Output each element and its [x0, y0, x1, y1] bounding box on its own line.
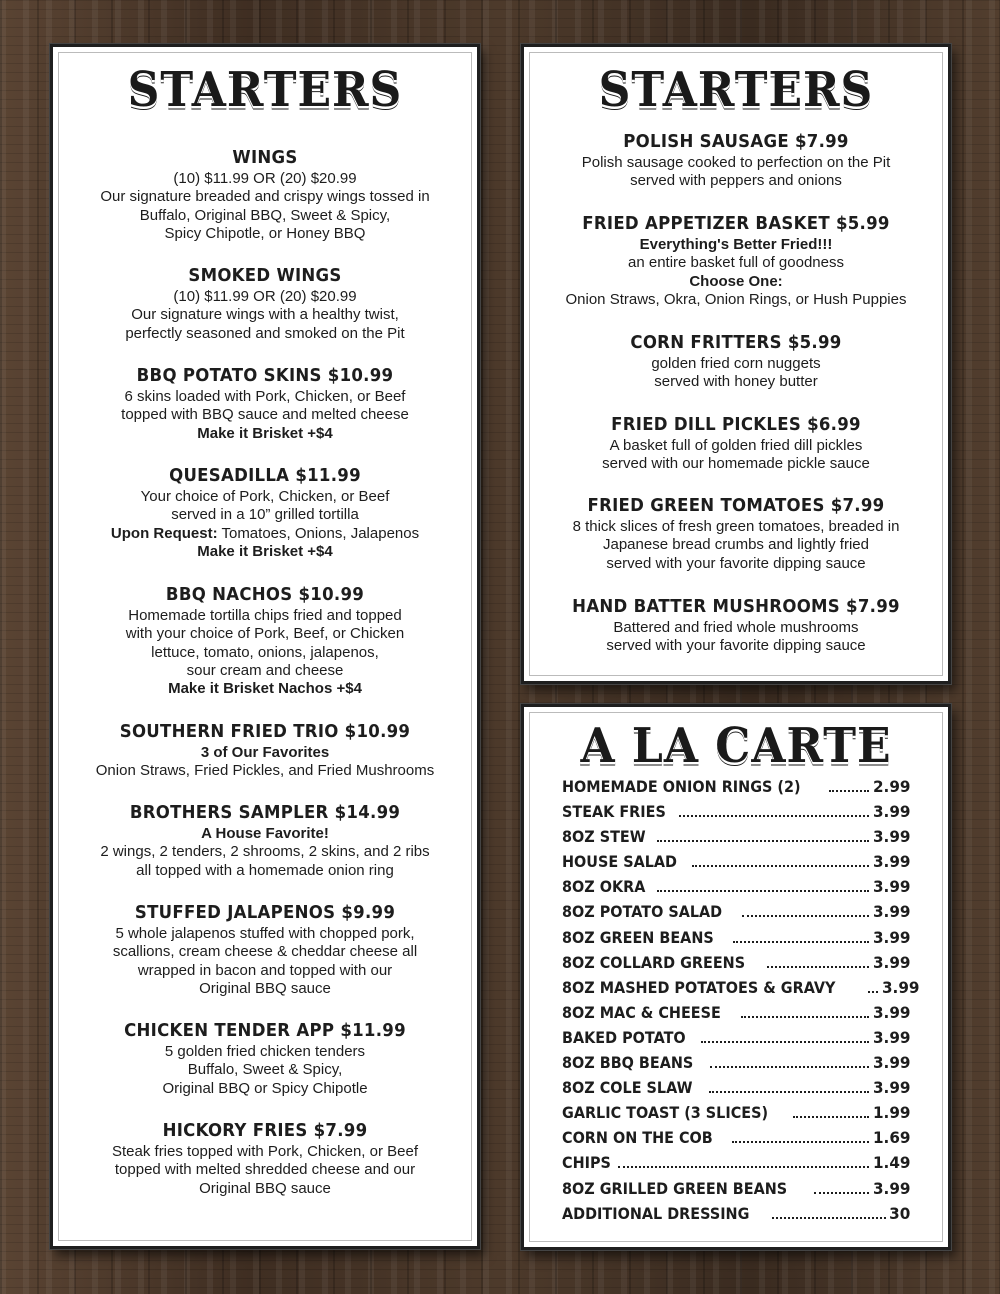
- dot-leader: [814, 1192, 868, 1194]
- dot-leader: [732, 1141, 869, 1143]
- item-line: Original BBQ or Spicy Chipotle: [162, 1079, 368, 1097]
- item-request-line: [53, 525, 477, 543]
- item-line: Homemade tortilla chips fried and topped: [128, 607, 402, 624]
- item-line: Buffalo, Sweet & Spicy,: [187, 1061, 343, 1079]
- a-la-carte-item-name: HOMEMADE ONION RINGS (2): [562, 777, 801, 796]
- dot-leader: [710, 1066, 869, 1068]
- a-la-carte-item-price: 3.99: [872, 952, 910, 972]
- item-name: FRIED GREEN TOMATOES $7.99: [587, 495, 885, 516]
- menu-item-quesadilla: [53, 465, 477, 561]
- menu-item-stuffed-jalapenos: [53, 902, 477, 998]
- a-la-carte-row: [562, 1128, 910, 1153]
- item-line: topped with melted shredded cheese and our: [114, 1161, 416, 1179]
- dot-leader: [767, 966, 868, 968]
- item-line: served with honey butter: [654, 373, 818, 391]
- a-la-carte-item-name: 8OZ STEW: [562, 827, 646, 847]
- dot-leader: [701, 1041, 868, 1043]
- item-name: QUESADILLA $11.99: [169, 465, 361, 486]
- a-la-carte-row: [562, 1028, 910, 1053]
- a-la-carte-row: [562, 1204, 910, 1229]
- item-line: 5 whole jalapenos stuffed with chopped pork,: [115, 925, 415, 942]
- item-line: with your choice of Pork, Beef, or Chicken: [125, 625, 405, 643]
- item-name: STUFFED JALAPENOS $9.99: [134, 902, 396, 923]
- menu-item-hickory-fries: [53, 1120, 477, 1198]
- item-line: Onion Straws, Fried Pickles, and Fried Mushrooms: [95, 762, 435, 780]
- item-line: an entire basket full of goodness: [628, 254, 844, 272]
- a-la-carte-item-price: 3.99: [872, 1027, 910, 1047]
- menu-item-fried-dill-pickles: [524, 414, 948, 474]
- a-la-carte-item-price: 3.99: [872, 827, 910, 847]
- item-line: Polish sausage cooked to perfection on the Pit: [581, 154, 891, 171]
- menu-item-smoked-wings: [53, 265, 477, 343]
- a-la-carte-item-price: 3.99: [872, 852, 910, 872]
- item-line: served with your favorite dipping sauce: [606, 554, 866, 572]
- item-line: served with your favorite dipping sauce: [606, 637, 866, 655]
- item-line: all topped with a homemade onion ring: [136, 861, 394, 879]
- item-name: BBQ POTATO SKINS $10.99: [136, 365, 394, 386]
- a-la-carte-item-name: 8OZ COLLARD GREENS: [562, 952, 746, 972]
- section-title: STARTERS: [127, 62, 403, 119]
- menu-item-hand-batter-mushrooms: [524, 596, 948, 656]
- menu-item-polish-sausage: [524, 131, 948, 191]
- item-name: HAND BATTER MUSHROOMS $7.99: [572, 596, 900, 617]
- item-line: Our signature breaded and crispy wings tossed in: [100, 188, 430, 206]
- a-la-carte-item-name: 8OZ GRILLED GREEN BEANS: [562, 1178, 788, 1198]
- section-title: A LA CARTE: [580, 718, 892, 775]
- a-la-carte-row: [562, 827, 910, 852]
- menu-item-bbq-potato-skins: [53, 365, 477, 443]
- a-la-carte-row: [562, 977, 920, 1003]
- a-la-carte-item-name: 8OZ COLE SLAW: [562, 1078, 693, 1098]
- a-la-carte-row: [562, 1003, 910, 1028]
- item-upgrade: Make it Brisket +$4: [197, 424, 333, 442]
- a-la-carte-row: [562, 953, 910, 978]
- a-la-carte-row: [562, 1103, 910, 1128]
- a-la-carte-item-name: CORN ON THE COB: [562, 1128, 713, 1148]
- a-la-carte-row: [562, 1153, 910, 1178]
- a-la-carte-item-price: 3.99: [872, 1178, 910, 1198]
- dot-leader: [772, 1217, 885, 1219]
- item-choose-label: Choose One:: [689, 272, 783, 290]
- item-line: Steak fries topped with Pork, Chicken, or Beef: [112, 1143, 418, 1160]
- a-la-carte-item-price: 3.99: [872, 927, 910, 947]
- menu-item-bbq-nachos: [53, 584, 477, 698]
- a-la-carte-item-name: GARLIC TOAST (3 SLICES): [562, 1103, 769, 1123]
- a-la-carte-panel: [521, 704, 951, 1250]
- a-la-carte-item-price: 1.69: [872, 1128, 910, 1148]
- dot-leader: [679, 815, 868, 817]
- item-name: SOUTHERN FRIED TRIO $10.99: [119, 721, 411, 742]
- a-la-carte-item-name: BAKED POTATO: [562, 1027, 686, 1047]
- a-la-carte-row: [562, 1053, 910, 1078]
- item-name: FRIED APPETIZER BASKET $5.99: [582, 213, 890, 234]
- a-la-carte-item-price: 3.99: [872, 802, 910, 822]
- a-la-carte-row: [562, 777, 910, 802]
- item-line: A basket full of golden fried dill pickles: [609, 437, 863, 454]
- item-line: (10) $11.99 OR (20) $20.99: [173, 288, 357, 305]
- item-line: Buffalo, Original BBQ, Sweet & Spicy,: [139, 206, 391, 224]
- item-line: Original BBQ sauce: [199, 979, 331, 997]
- item-name: BROTHERS SAMPLER $14.99: [129, 802, 401, 823]
- request-text: Tomatoes, Onions, Jalapenos: [217, 524, 420, 542]
- a-la-carte-row: [562, 1078, 910, 1103]
- item-line: Battered and fried whole mushrooms: [613, 619, 859, 636]
- dot-leader: [657, 840, 869, 842]
- a-la-carte-item-name: STEAK FRIES: [562, 802, 666, 822]
- a-la-carte-row: [562, 1179, 910, 1204]
- a-la-carte-list: [562, 777, 920, 1229]
- a-la-carte-row: [562, 852, 910, 877]
- item-line: wrapped in bacon and topped with our: [137, 961, 393, 979]
- a-la-carte-item-name: CHIPS: [562, 1153, 611, 1173]
- item-line: Original BBQ sauce: [199, 1179, 331, 1197]
- menu-item-fried-green-tomatoes: [524, 495, 948, 573]
- a-la-carte-row: [562, 902, 910, 927]
- a-la-carte-item-price: 2.99: [872, 777, 910, 796]
- dot-leader: [793, 1116, 869, 1118]
- item-line: 2 wings, 2 tenders, 2 shrooms, 2 skins, and 2 ribs: [100, 843, 430, 861]
- item-line: served in a 10” grilled tortilla: [171, 506, 359, 524]
- a-la-carte-item-price: 3.99: [881, 977, 920, 997]
- item-line: Your choice of Pork, Chicken, or Beef: [140, 488, 390, 505]
- item-line: (10) $11.99 OR (20) $20.99: [173, 170, 357, 187]
- item-line: Spicy Chipotle, or Honey BBQ: [164, 224, 366, 242]
- starters-panel-left: [50, 44, 480, 1249]
- menu-item-corn-fritters: [524, 332, 948, 392]
- item-line: sour cream and cheese: [186, 661, 344, 679]
- a-la-carte-row: [562, 928, 910, 953]
- item-name: CHICKEN TENDER APP $11.99: [124, 1020, 406, 1041]
- item-name: BBQ NACHOS $10.99: [165, 584, 365, 605]
- item-name: HICKORY FRIES $7.99: [162, 1120, 368, 1141]
- item-tagline: A House Favorite!: [201, 825, 329, 842]
- a-la-carte-item-price: 3.99: [872, 877, 910, 897]
- starters-panel-right: [521, 44, 951, 684]
- a-la-carte-item-name: 8OZ GREEN BEANS: [562, 927, 714, 947]
- section-title: STARTERS: [598, 62, 874, 119]
- dot-leader: [709, 1091, 869, 1093]
- dot-leader: [733, 941, 869, 943]
- menu-item-brothers-sampler: [53, 802, 477, 880]
- a-la-carte-item-name: HOUSE SALAD: [562, 852, 678, 872]
- a-la-carte-item-name: 8OZ POTATO SALAD: [562, 902, 723, 922]
- menu-item-southern-fried-trio: [53, 721, 477, 781]
- a-la-carte-item-price: 1.49: [872, 1153, 910, 1173]
- a-la-carte-item-price: 1.99: [872, 1103, 910, 1123]
- item-line: Onion Straws, Okra, Onion Rings, or Hush Puppies: [565, 290, 907, 308]
- dot-leader: [618, 1166, 868, 1168]
- item-upgrade: Make it Brisket +$4: [197, 542, 333, 560]
- item-line: Our signature wings with a healthy twist,: [131, 306, 399, 324]
- item-line: 6 skins loaded with Pork, Chicken, or Beef: [124, 388, 406, 405]
- item-line: topped with BBQ sauce and melted cheese: [121, 406, 409, 424]
- request-label: Upon Request:: [110, 524, 218, 542]
- item-upgrade: Make it Brisket Nachos +$4: [168, 680, 362, 698]
- item-name: POLISH SAUSAGE $7.99: [623, 131, 849, 152]
- item-line: lettuce, tomato, onions, jalapenos,: [151, 643, 379, 661]
- a-la-carte-item-price: 3.99: [872, 1078, 910, 1098]
- item-line: scallions, cream cheese & cheddar cheese all: [112, 943, 418, 961]
- item-line: Japanese bread crumbs and lightly fried: [603, 536, 869, 554]
- menu-item-wings: [53, 147, 477, 243]
- dot-leader: [829, 790, 868, 792]
- item-tagline: Everything's Better Fried!!!: [639, 236, 833, 253]
- item-line: golden fried corn nuggets: [651, 355, 821, 372]
- item-line: perfectly seasoned and smoked on the Pit: [125, 324, 405, 342]
- item-name: FRIED DILL PICKLES $6.99: [611, 414, 861, 435]
- item-line: 5 golden fried chicken tenders: [164, 1043, 366, 1060]
- a-la-carte-item-price: 3.99: [872, 902, 910, 922]
- item-line: served with our homemade pickle sauce: [602, 455, 870, 473]
- a-la-carte-item-price: 3.99: [872, 1053, 910, 1073]
- a-la-carte-row: [562, 802, 910, 827]
- item-line: served with peppers and onions: [630, 172, 842, 190]
- dot-leader: [741, 1016, 869, 1018]
- dot-leader: [868, 991, 878, 993]
- menu-item-chicken-tender-app: [53, 1020, 477, 1098]
- a-la-carte-item-name: 8OZ MAC & CHEESE: [562, 1002, 721, 1022]
- dot-leader: [657, 890, 869, 892]
- a-la-carte-item-price: 3.99: [872, 1002, 910, 1022]
- item-tagline: 3 of Our Favorites: [200, 744, 330, 761]
- menu-item-fried-appetizer-basket: [524, 213, 948, 309]
- a-la-carte-item-name: 8OZ BBQ BEANS: [562, 1053, 694, 1073]
- item-name: WINGS: [232, 147, 298, 168]
- item-name: SMOKED WINGS: [188, 265, 342, 286]
- item-name: CORN FRITTERS $5.99: [630, 332, 842, 353]
- a-la-carte-item-name: ADDITIONAL DRESSING: [562, 1203, 750, 1223]
- dot-leader: [742, 915, 869, 917]
- a-la-carte-row: [562, 877, 910, 902]
- a-la-carte-item-name: 8OZ MASHED POTATOES & GRAVY: [562, 977, 836, 997]
- dot-leader: [692, 865, 869, 867]
- item-line: 8 thick slices of fresh green tomatoes, breaded in: [572, 518, 900, 535]
- a-la-carte-item-price: 30: [888, 1203, 910, 1223]
- a-la-carte-item-name: 8OZ OKRA: [562, 877, 646, 897]
